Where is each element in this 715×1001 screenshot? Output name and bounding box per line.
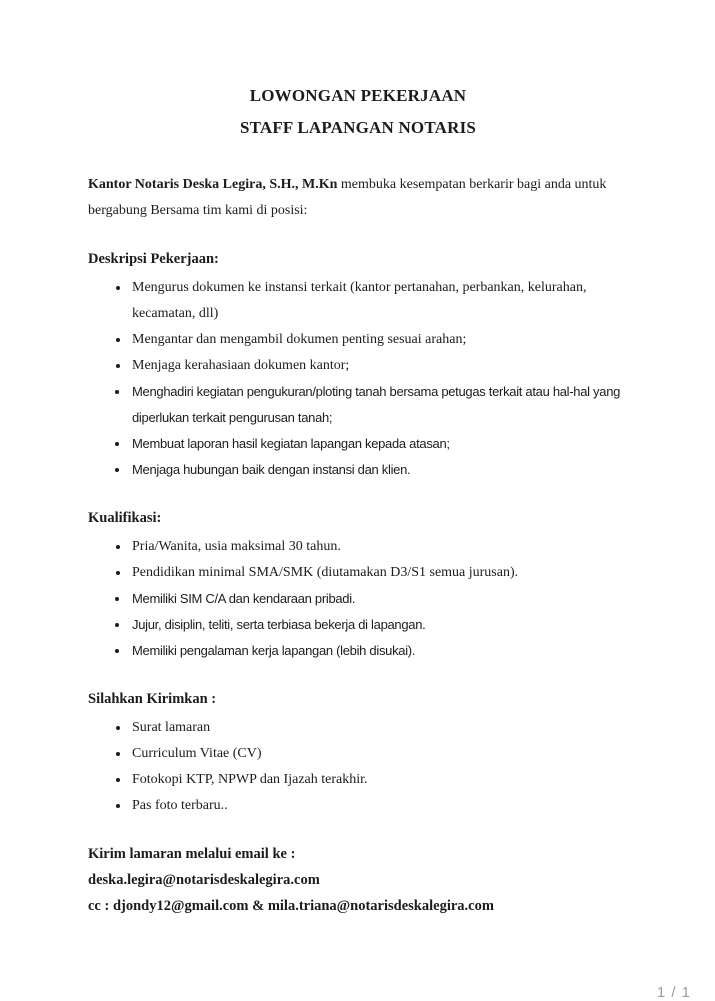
list-item: • Curriculum Vitae (CV) [130,741,628,767]
section-heading: Kualifikasi: [88,510,162,526]
section-heading: Silahkan Kirimkan : [88,691,217,707]
list-item: • Pendidikan minimal SMA/SMK (diutamakan D3/S1 semua jurusan). [130,560,628,586]
contact-intro-line: Kirim lamaran melalui email ke : [88,846,296,862]
section-heading: Deskripsi Pekerjaan: [88,251,219,267]
list-item: • Membuat laporan hasil kegiatan lapangan kepada atasan; [130,431,628,457]
intro-regular-text: membuka kesempatan berkarir bagi anda untuk bergabung Bersama tim kami di posisi: [88,177,607,218]
title-line-1: LOWONGAN PEKERJAAN [249,86,467,105]
contact-email-primary: deska.legira@notarisdeskalegira.com [88,872,320,888]
list-item: • Menghadiri kegiatan pengukuran/ploting tanah bersama petugas terkait atau hal-hal yang diperlukan terkait pengurusan tanah; [130,379,628,431]
list-item: • Mengurus dokumen ke instansi terkait (kantor pertanahan, perbankan, kelurahan, kecamatan, dll) [130,275,628,327]
section-deskripsi-pekerjaan [88,246,628,483]
section-kualifikasi [88,505,628,664]
list-item: • Pria/Wanita, usia maksimal 30 tahun. [130,534,628,560]
section-silahkan-kirimkan [88,686,628,819]
bullet-list [88,534,628,664]
list-item: • Jujur, disiplin, teliti, serta terbiasa bekerja di lapangan. [130,612,628,638]
intro-bold-text: Kantor Notaris Deska Legira, S.H., M.Kn [88,177,338,192]
contact-email-cc: cc : djondy12@gmail.com & mila.triana@notarisdeskalegira.com [88,898,494,914]
list-item: • Fotokopi KTP, NPWP dan Ijazah terakhir. [130,767,628,793]
page-indicator: 1 / 1 [656,984,691,1001]
list-item: • Menjaga kerahasiaan dokumen kantor; [130,353,628,379]
bullet-list [88,715,628,819]
list-item: • Surat lamaran [130,715,628,741]
document-title [88,80,628,144]
intro-paragraph [88,172,628,224]
bullet-list [88,275,628,483]
contact-block [88,841,628,919]
title-line-2: STAFF LAPANGAN NOTARIS [239,118,477,137]
list-item: • Memiliki pengalaman kerja lapangan (lebih disukai). [130,638,628,664]
list-item: • Menjaga hubungan baik dengan instansi dan klien. [130,457,628,483]
list-item: • Pas foto terbaru.. [130,793,628,819]
list-item: • Memiliki SIM C/A dan kendaraan pribadi. [130,586,628,612]
list-item: • Mengantar dan mengambil dokumen penting sesuai arahan; [130,327,628,353]
